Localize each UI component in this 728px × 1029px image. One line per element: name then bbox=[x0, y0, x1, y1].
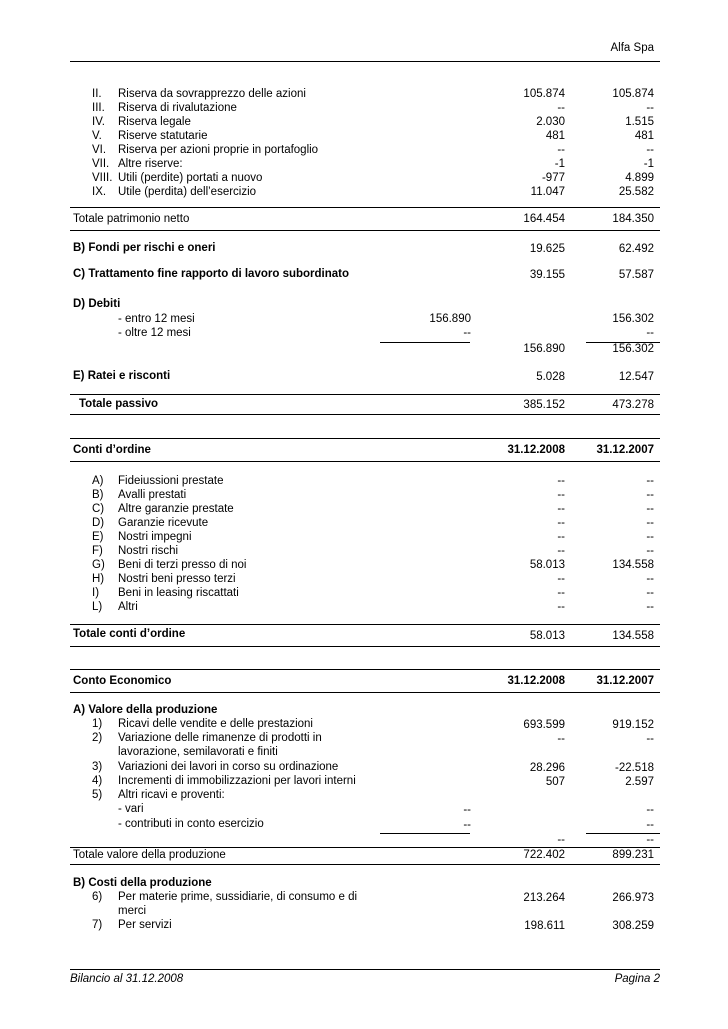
totale-valore-label: Totale valore della produzione bbox=[73, 849, 226, 861]
value-2007: 481 bbox=[634, 130, 654, 142]
row-num: I) bbox=[92, 587, 100, 599]
value-2007: -- bbox=[646, 531, 654, 543]
value-2007: -- bbox=[646, 733, 654, 745]
value-2007: -- bbox=[646, 517, 654, 529]
row-num: IV. bbox=[92, 116, 106, 128]
value-2007: 25.582 bbox=[618, 186, 654, 198]
row-label: Garanzie ricevute bbox=[118, 517, 209, 529]
value-2008: -- bbox=[557, 489, 565, 501]
row-label: Utili (perdite) portati a nuovo bbox=[118, 172, 263, 184]
row-label: Beni in leasing riscattati bbox=[118, 587, 239, 599]
row-num: IX. bbox=[92, 186, 107, 198]
rule bbox=[380, 833, 470, 834]
ratei-label: E) Ratei e risconti bbox=[73, 370, 171, 382]
row-num: F) bbox=[92, 545, 103, 557]
value-2008: 213.264 bbox=[523, 892, 565, 904]
costi-produzione-title: B) Costi della produzione bbox=[73, 877, 212, 889]
debiti-entro-partial: 156.890 bbox=[429, 313, 471, 325]
row-label: Ricavi delle vendite e delle prestazioni bbox=[118, 718, 313, 730]
fondi-2007: 62.492 bbox=[618, 243, 654, 255]
value-2007: -- bbox=[646, 601, 654, 613]
vari-label: - vari bbox=[118, 803, 144, 815]
rule bbox=[70, 864, 660, 865]
value-2008: 481 bbox=[545, 130, 565, 142]
debiti-oltre-partial: -- bbox=[463, 327, 471, 339]
debiti-total-2008: 156.890 bbox=[523, 343, 565, 355]
page-number: Pagina 2 bbox=[614, 973, 660, 985]
row-num: A) bbox=[92, 475, 104, 487]
row-num: C) bbox=[92, 503, 105, 515]
value-2007: 4.899 bbox=[625, 172, 654, 184]
vari-partial: -- bbox=[463, 804, 471, 816]
footer-title: Bilancio al 31.12.2008 bbox=[70, 973, 184, 985]
altri-total-2007: -- bbox=[646, 834, 654, 846]
value-2008: 11.047 bbox=[530, 186, 565, 198]
row-num: II. bbox=[92, 88, 102, 100]
value-2007: -- bbox=[646, 102, 654, 114]
debiti-entro-2007: 156.302 bbox=[612, 313, 654, 325]
fondi-2008: 19.625 bbox=[529, 243, 565, 255]
value-2008: -- bbox=[557, 733, 565, 745]
row-num: 5) bbox=[92, 789, 103, 801]
value-2008: 105.874 bbox=[523, 88, 565, 100]
value-2007: -22.518 bbox=[614, 762, 654, 774]
value-2007: -- bbox=[646, 503, 654, 515]
row-label: Riserva legale bbox=[118, 116, 191, 128]
row-label: Variazione delle rimanenze di prodotti in bbox=[118, 732, 322, 744]
tfr-2007: 57.587 bbox=[618, 269, 654, 281]
fondi-label: B) Fondi per rischi e oneri bbox=[73, 242, 216, 254]
value-2007: -- bbox=[646, 573, 654, 585]
footer-rule bbox=[70, 969, 660, 970]
row-num: VIII. bbox=[92, 172, 113, 184]
value-2007: -- bbox=[646, 475, 654, 487]
vari-2007: -- bbox=[646, 804, 654, 816]
value-2008: 507 bbox=[545, 776, 565, 788]
row-num: 4) bbox=[92, 775, 103, 787]
value-2008: -- bbox=[557, 531, 565, 543]
totale-valore-2008: 722.402 bbox=[523, 849, 565, 861]
value-2007: 1.515 bbox=[625, 116, 654, 128]
conti-ordine-h2008: 31.12.2008 bbox=[507, 444, 565, 456]
row-num: G) bbox=[92, 559, 105, 571]
rule bbox=[70, 692, 660, 693]
row-label: Nostri beni presso terzi bbox=[118, 573, 236, 585]
rule bbox=[70, 394, 660, 395]
rule bbox=[70, 646, 660, 647]
rule bbox=[70, 461, 660, 462]
value-2008: -- bbox=[557, 601, 565, 613]
totale-passivo-label: Totale passivo bbox=[79, 398, 159, 410]
value-2008: -- bbox=[557, 573, 565, 585]
row-label: Beni di terzi presso di noi bbox=[118, 559, 247, 571]
row-num: L) bbox=[92, 601, 103, 613]
tfr-2008: 39.155 bbox=[529, 269, 565, 281]
row-num: 1) bbox=[92, 718, 103, 730]
rule bbox=[70, 207, 660, 208]
totale-patrimonio-2007: 184.350 bbox=[612, 213, 654, 225]
totale-conti-ordine-label: Totale conti d’ordine bbox=[73, 628, 186, 640]
value-2008: 198.611 bbox=[524, 920, 565, 932]
value-2007: -- bbox=[646, 489, 654, 501]
row-label: Altri bbox=[118, 601, 138, 613]
value-2008: -- bbox=[557, 517, 565, 529]
value-2007: -- bbox=[646, 545, 654, 557]
row-label: Nostri impegni bbox=[118, 531, 192, 543]
value-2008: -- bbox=[557, 475, 565, 487]
rule bbox=[70, 624, 660, 625]
row-label-cont: lavorazione, semilavorati e finiti bbox=[118, 746, 278, 758]
row-label: Nostri rischi bbox=[118, 545, 179, 557]
company-name: Alfa Spa bbox=[610, 42, 654, 54]
row-label: Altre garanzie prestate bbox=[118, 503, 234, 515]
value-2008: 2.030 bbox=[536, 116, 565, 128]
row-label: Altri ricavi e proventi: bbox=[118, 789, 225, 801]
row-label-cont: merci bbox=[118, 905, 147, 917]
row-num: H) bbox=[92, 573, 105, 585]
value-2007: 134.558 bbox=[612, 559, 654, 571]
row-num: 3) bbox=[92, 761, 103, 773]
row-label: Riserva di rivalutazione bbox=[118, 102, 237, 114]
rule bbox=[70, 414, 660, 415]
totale-valore-2007: 899.231 bbox=[612, 849, 654, 861]
value-2008: -- bbox=[557, 102, 565, 114]
row-num: D) bbox=[92, 517, 105, 529]
contributi-label: - contributi in conto esercizio bbox=[118, 818, 264, 830]
row-num: V. bbox=[92, 130, 102, 142]
row-label: Riserve statutarie bbox=[118, 130, 208, 142]
rule bbox=[70, 438, 660, 439]
value-2008: 693.599 bbox=[523, 719, 565, 731]
row-label: Per materie prime, sussidiarie, di consumo e di bbox=[118, 891, 358, 903]
altri-total-2008: -- bbox=[557, 834, 565, 846]
row-label: Altre riserve: bbox=[118, 158, 183, 170]
contributi-2007: -- bbox=[646, 819, 654, 831]
row-num: 6) bbox=[92, 891, 103, 903]
row-label: Variazioni dei lavori in corso su ordinazione bbox=[118, 761, 339, 773]
value-2008: -977 bbox=[541, 172, 565, 184]
totale-conti-ordine-2007: 134.558 bbox=[612, 630, 654, 642]
totale-patrimonio-2008: 164.454 bbox=[523, 213, 565, 225]
value-2007: -- bbox=[646, 587, 654, 599]
value-2007: 919.152 bbox=[612, 719, 654, 731]
value-2008: -- bbox=[557, 545, 565, 557]
conto-economico-h2007: 31.12.2007 bbox=[596, 675, 654, 687]
value-2007: 308.259 bbox=[612, 920, 654, 932]
rule bbox=[70, 669, 660, 670]
row-label: Riserva da sovrapprezzo delle azioni bbox=[118, 88, 306, 100]
debiti-oltre-label: - oltre 12 mesi bbox=[118, 327, 191, 339]
row-label: Per servizi bbox=[118, 919, 172, 931]
row-num: VII. bbox=[92, 158, 110, 170]
row-num: VI. bbox=[92, 144, 107, 156]
value-2008: 28.296 bbox=[529, 762, 565, 774]
conto-economico-title: Conto Economico bbox=[73, 675, 172, 687]
conti-ordine-h2007: 31.12.2007 bbox=[596, 444, 654, 456]
header-rule bbox=[70, 61, 660, 62]
value-2008: -1 bbox=[554, 158, 565, 170]
row-label: Avalli prestati bbox=[118, 489, 187, 501]
rule bbox=[70, 847, 660, 848]
totale-patrimonio-label: Totale patrimonio netto bbox=[73, 213, 190, 225]
value-2008: -- bbox=[557, 144, 565, 156]
row-num: B) bbox=[92, 489, 104, 501]
debiti-entro-label: - entro 12 mesi bbox=[118, 313, 195, 325]
totale-conti-ordine-2008: 58.013 bbox=[529, 630, 565, 642]
totale-passivo-2008: 385.152 bbox=[523, 399, 565, 411]
value-2007: 266.973 bbox=[612, 892, 654, 904]
row-num: E) bbox=[92, 531, 104, 543]
row-num: 2) bbox=[92, 732, 103, 744]
conti-ordine-title: Conti d’ordine bbox=[73, 444, 151, 456]
value-2007: -- bbox=[646, 144, 654, 156]
row-label: Riserva per azioni proprie in portafoglio bbox=[118, 144, 319, 156]
row-label: Utile (perdita) dell’esercizio bbox=[118, 186, 257, 198]
valore-produzione-title: A) Valore della produzione bbox=[73, 704, 218, 716]
tfr-label: C) Trattamento fine rapporto di lavoro subordinato bbox=[73, 268, 350, 280]
row-label: Fideiussioni prestate bbox=[118, 475, 224, 487]
debiti-label: D) Debiti bbox=[73, 298, 121, 310]
conto-economico-h2008: 31.12.2008 bbox=[507, 675, 565, 687]
rule bbox=[380, 342, 470, 343]
value-2007: 2.597 bbox=[625, 776, 654, 788]
value-2008: -- bbox=[557, 503, 565, 515]
row-num: III. bbox=[92, 102, 105, 114]
row-label: Incrementi di immobilizzazioni per lavori interni bbox=[118, 775, 356, 787]
totale-passivo-2007: 473.278 bbox=[612, 399, 654, 411]
rule bbox=[70, 230, 660, 231]
value-2007: -1 bbox=[643, 158, 654, 170]
value-2008: -- bbox=[557, 587, 565, 599]
ratei-2007: 12.547 bbox=[618, 371, 654, 383]
value-2007: 105.874 bbox=[612, 88, 654, 100]
debiti-oltre-2007: -- bbox=[646, 327, 654, 339]
debiti-total-2007: 156.302 bbox=[612, 343, 654, 355]
contributi-partial: -- bbox=[463, 819, 471, 831]
row-num: 7) bbox=[92, 919, 103, 931]
ratei-2008: 5.028 bbox=[536, 371, 565, 383]
value-2008: 58.013 bbox=[529, 559, 565, 571]
